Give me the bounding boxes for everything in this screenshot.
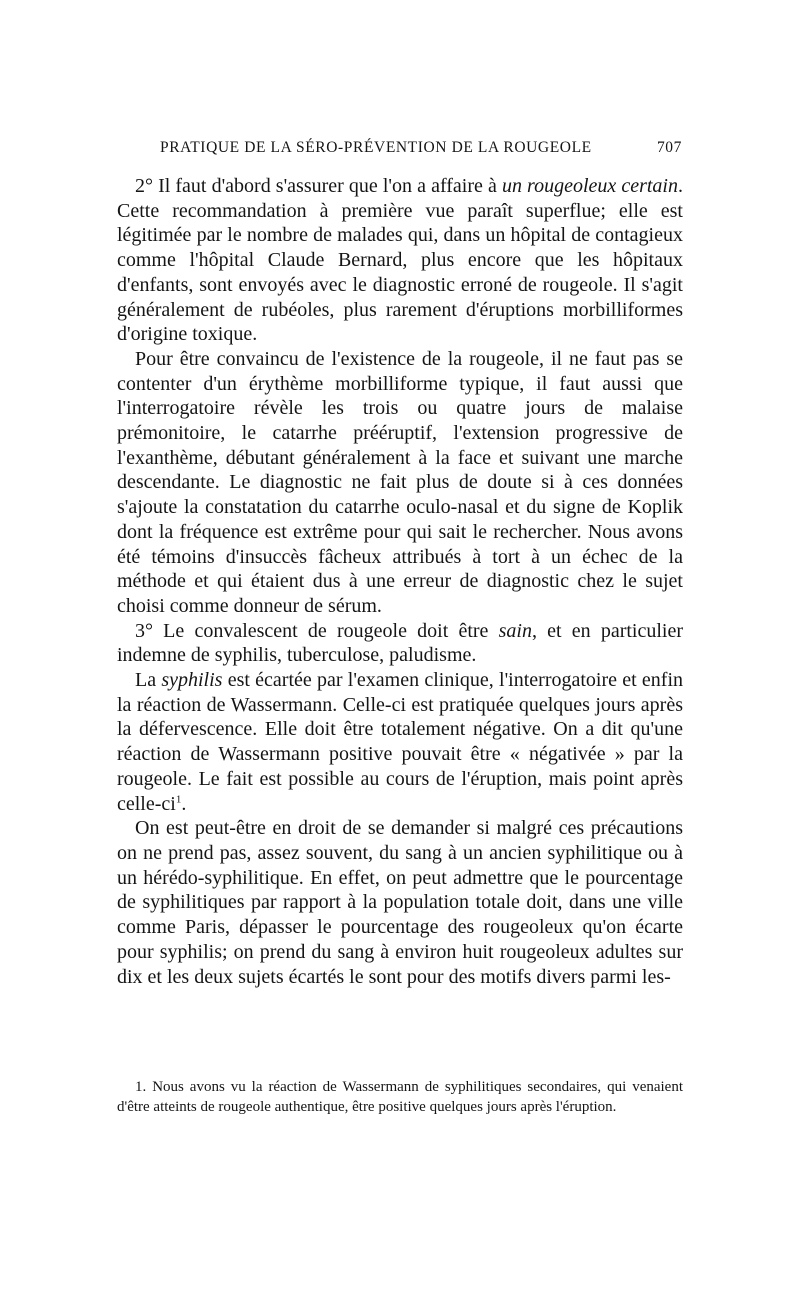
text-segment: 2° Il faut d'abord s'assurer que l'on a affaire à: [135, 175, 502, 197]
footnote-1: 1. Nous avons vu la réaction de Wassermann de syphilitiques secondaires, qui venaient d'être atteints de rougeole authentique, être positive quelques jours après l'éruption.: [117, 1079, 683, 1115]
page-number: 707: [656, 139, 682, 156]
text-segment-italic: syphilis: [161, 669, 223, 692]
text-segment-italic: un rougeoleux certain: [501, 175, 678, 197]
text-segment: On est peut-être en droit de se demander si malgré ces précautions on ne prend pas, assez souvent, du sang à un ancien syphilitique ou à un hérédo-syphilitique. En effet, on peut admettre que le pourcentage de syphilitiques par rapport à la population totale doit, dans une ville comme Paris, dépasser le pourcentage des rougeoleux qu'on écarte pour syphilis; on prend du sang à environ huit rougeoleux adultes sur dix et les deux sujets écartés le sont pour des motifs divers parmi les-: [117, 817, 683, 988]
text-segment-italic: sain: [498, 619, 532, 642]
paragraph-2: [117, 347, 683, 619]
text-segment: . Cette recommandation à première vue paraît superflue; elle est légitimée par le nombre de malades qui, dans un hôpital de contagieux comme l'hôpital Claude Bernard, plus encore que les hôpitaux d'enfants, sont envoyés avec le diagnostic erroné de rougeole. Il s'agit généralement de rubéoles, plus rarement d'éruptions morbilliformes d'origine toxique.: [117, 175, 683, 346]
body-text: [117, 174, 683, 989]
paragraph-5: [117, 816, 683, 989]
paragraph-1: [117, 174, 683, 347]
paragraph-4: [117, 668, 683, 816]
text-segment: 3° Le convalescent de rougeole doit être: [135, 619, 499, 642]
running-title: PRATIQUE DE LA SÉRO-PRÉVENTION DE LA ROUGEOLE: [160, 139, 592, 156]
footnote-reference[interactable]: 1: [175, 792, 182, 805]
text-segment: La: [135, 669, 162, 692]
footnotes: [117, 1078, 683, 1117]
paragraph-3: [117, 619, 683, 668]
text-segment: Pour être convaincu de l'existence de la rougeole, il ne faut pas se contenter d'un érythème morbilliforme typique, il faut aussi que l'interrogatoire révèle les trois ou quatre jours de malaise prémonitoire, le catarrhe prééruptif, l'extension progressive de l'exanthème, débutant généralement à la face et suivant une marche descendante. Le diagnostic ne fait plus de doute si à ces données s'ajoute la constatation du catarrhe oculo-nasal et du signe de Koplik dont la fréquence est extrême pour qui sait le rechercher. Nous avons été témoins d'insuccès fâcheux attribués à tort à un échec de la méthode et qui étaient dus à une erreur de diagnostic chez le sujet choisi comme donneur de sérum.: [117, 347, 683, 617]
text-segment: , et en particulier indemne de syphilis, tuberculose, paludisme.: [117, 619, 683, 667]
text-segment: .: [181, 792, 187, 815]
text-segment: est écartée par l'examen clinique, l'interrogatoire et enfin la réaction de Wassermann. Celle-ci est pratiquée quelques jours après la défervescence. Elle doit être totalement négative. On a dit qu'une réaction de Wassermann positive pouvait être « négativée » par la rougeole. Le fait est possible au cours de l'éruption, mais point après celle-ci: [117, 669, 684, 815]
